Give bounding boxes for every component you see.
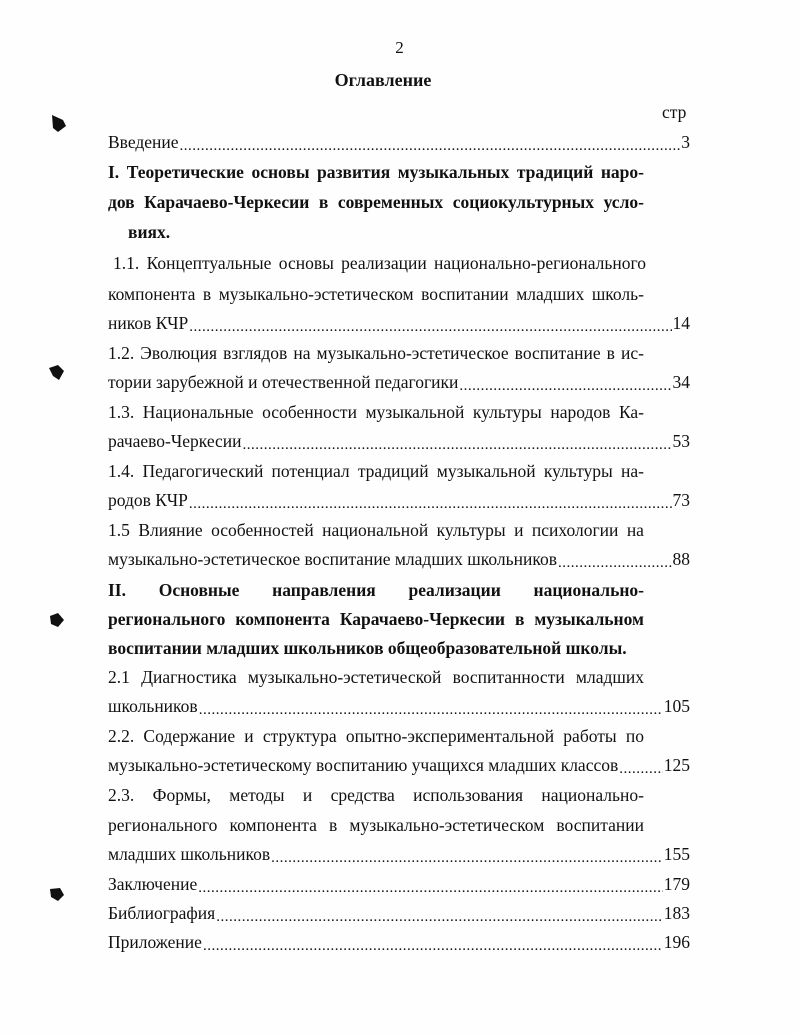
word: культуры xyxy=(472,402,542,422)
toc-entry-1-3[interactable] xyxy=(108,431,690,452)
word: компонента xyxy=(235,609,330,629)
toc-entry-appendix[interactable] xyxy=(108,932,690,953)
toc-label: младших школьников xyxy=(108,844,271,864)
toc-2-3-line-1 xyxy=(108,785,644,806)
word: на xyxy=(626,520,644,540)
word: младших xyxy=(575,667,644,687)
word: Формы, xyxy=(152,785,211,805)
word: работы xyxy=(563,726,617,746)
word: реализации xyxy=(341,253,427,273)
word: национально- xyxy=(533,580,644,600)
toc-entry-1-5[interactable] xyxy=(108,549,690,570)
dot-leader xyxy=(459,379,671,393)
word: социокультурных xyxy=(452,192,595,212)
word: реализации xyxy=(408,580,501,600)
word: школь- xyxy=(591,284,644,304)
word: современных xyxy=(337,192,444,212)
word: 2.2. xyxy=(108,726,135,746)
toc-page: 53 xyxy=(672,431,690,451)
word: I. xyxy=(108,162,120,182)
word: регионального xyxy=(108,609,226,629)
word: Карачаево-Черкесии xyxy=(144,192,310,212)
word: в xyxy=(318,192,329,212)
word: и xyxy=(302,785,313,805)
word: музыкально-эстетическом xyxy=(349,815,545,835)
word: основы xyxy=(278,253,334,273)
toc-page: 73 xyxy=(672,490,690,510)
word: опытно-экспериментальной xyxy=(345,726,555,746)
word: 1.5 xyxy=(108,520,130,540)
toc-entry-intro[interactable] xyxy=(108,132,690,153)
word: методы xyxy=(229,785,285,805)
toc-1-3-line-1 xyxy=(108,402,644,423)
page-column-label: стр xyxy=(662,102,687,122)
word: традиций xyxy=(357,461,429,481)
toc-label: музыкально-эстетическому воспитанию учащихся младших классов xyxy=(108,755,619,775)
toc-label: школьников xyxy=(108,696,198,716)
toc-entry-bibliography[interactable] xyxy=(108,903,690,924)
word: культуры xyxy=(543,461,613,481)
toc-1-1-line-1 xyxy=(113,253,646,274)
binder-hole-mark-1 xyxy=(48,112,70,134)
toc-1-2-line-1 xyxy=(108,343,644,364)
word: 2.3. xyxy=(108,785,135,805)
toc-entry-2-3[interactable] xyxy=(108,844,690,865)
word: психологии xyxy=(531,520,619,540)
word: народов xyxy=(550,402,611,422)
dot-leader xyxy=(180,139,681,153)
word: музыкально-эстетическом xyxy=(218,284,414,304)
word: Диагностика xyxy=(141,667,237,687)
toc-page: 105 xyxy=(663,696,690,716)
word: основы xyxy=(251,162,310,182)
toc-page: 88 xyxy=(672,549,690,569)
word: национальной xyxy=(322,520,429,540)
page-title: Оглавление xyxy=(334,70,432,90)
toc-label: Введение xyxy=(108,132,179,152)
word: II. xyxy=(108,580,126,600)
word: потенциал xyxy=(271,461,350,481)
word: усло- xyxy=(603,192,644,212)
word: средства xyxy=(330,785,395,805)
toc-entry-conclusion[interactable] xyxy=(108,874,690,895)
word: 1.3. xyxy=(108,402,135,422)
binder-hole-mark-2 xyxy=(46,362,68,384)
toc-page: 155 xyxy=(663,844,690,864)
word: 1.2. xyxy=(108,343,135,363)
chapter-2-heading-line-1 xyxy=(108,580,644,601)
word: ис- xyxy=(620,343,644,363)
word: 2.1 xyxy=(108,667,130,687)
toc-1-1-line-2 xyxy=(108,284,644,305)
toc-label: рачаево-Черкесии xyxy=(108,431,242,451)
toc-label: тории зарубежной и отечественной педагогики xyxy=(108,372,459,392)
word: структура xyxy=(262,726,337,746)
word: по xyxy=(625,726,644,746)
toc-entry-1-4[interactable] xyxy=(108,490,690,511)
word: Национальные xyxy=(142,402,254,422)
dot-leader xyxy=(619,762,663,776)
word: 1.1. xyxy=(113,253,140,273)
chapter-2-heading-line-2 xyxy=(108,609,644,630)
toc-label: ников КЧР xyxy=(108,313,189,333)
word: в xyxy=(606,343,615,363)
word: воспитании xyxy=(421,284,509,304)
word: на- xyxy=(621,461,644,481)
toc-page: 183 xyxy=(663,903,690,923)
word: музыкальных xyxy=(397,162,510,182)
toc-2-2-line-1 xyxy=(108,726,644,747)
word: регионального xyxy=(108,815,218,835)
word: Основные xyxy=(158,580,240,600)
word: Педагогический xyxy=(142,461,264,481)
word: музыкально-эстетической xyxy=(247,667,442,687)
word: особенностей xyxy=(211,520,314,540)
toc-1-4-line-1 xyxy=(108,461,644,482)
word: компонента xyxy=(108,284,196,304)
toc-entry-1-2[interactable] xyxy=(108,372,690,393)
dot-leader xyxy=(199,703,663,717)
word: музыкальной xyxy=(436,461,536,481)
toc-label: родов КЧР xyxy=(108,490,188,510)
word: развития xyxy=(316,162,391,182)
chapter-1-heading-line-2 xyxy=(108,192,644,213)
toc-page: 125 xyxy=(663,755,690,775)
word: использования xyxy=(413,785,524,805)
toc-label: музыкально-эстетическое воспитание младших школьников xyxy=(108,549,557,569)
dot-leader xyxy=(216,910,663,924)
toc-2-1-line-1 xyxy=(108,667,644,688)
toc-label: Библиография xyxy=(108,903,216,923)
toc-entry-2-1[interactable] xyxy=(108,696,690,717)
toc-page: 14 xyxy=(672,313,690,333)
toc-page: 196 xyxy=(663,932,690,952)
word: Карачаево-Черкесии xyxy=(339,609,506,629)
word: национально-регионального xyxy=(434,253,646,273)
word: Содержание xyxy=(143,726,236,746)
word: и xyxy=(244,726,254,746)
toc-entry-2-2[interactable] xyxy=(108,755,690,776)
chapter-1-heading-line-3: виях. xyxy=(128,222,171,242)
word: воспитании xyxy=(556,815,644,835)
word: национально- xyxy=(541,785,644,805)
word: особенности xyxy=(262,402,357,422)
word: в xyxy=(514,609,525,629)
word: музыкальном xyxy=(534,609,644,629)
word: взглядов xyxy=(223,343,288,363)
word: младших xyxy=(516,284,585,304)
page-number: 2 xyxy=(395,38,404,57)
toc-page: 179 xyxy=(663,874,690,894)
dot-leader xyxy=(198,881,663,895)
toc-label: Заключение xyxy=(108,874,198,894)
word: традиций xyxy=(516,162,594,182)
word: музыкальной xyxy=(365,402,465,422)
dot-leader xyxy=(271,851,663,865)
chapter-1-heading-line-1 xyxy=(108,162,644,183)
word: Ка- xyxy=(618,402,644,422)
word: и xyxy=(514,520,524,540)
word: направления xyxy=(272,580,376,600)
word: Теоретические xyxy=(126,162,244,182)
dot-leader xyxy=(189,497,672,511)
chapter-2-heading-line-3: воспитании младших школьников общеобразовательной школы. xyxy=(108,638,627,658)
word: Концептуальные xyxy=(146,253,272,273)
word: воспитанности xyxy=(452,667,565,687)
dot-leader xyxy=(243,438,672,452)
word: на xyxy=(293,343,311,363)
dot-leader xyxy=(203,939,663,953)
word: в xyxy=(202,284,212,304)
binder-hole-mark-3 xyxy=(46,610,68,632)
word: культуры xyxy=(436,520,506,540)
toc-1-5-line-1 xyxy=(108,520,644,541)
word: воспитание xyxy=(514,343,601,363)
binder-hole-mark-4 xyxy=(46,884,68,906)
word: музыкально-эстетическое xyxy=(316,343,509,363)
word: Эволюция xyxy=(140,343,218,363)
toc-page: 34 xyxy=(672,372,690,392)
word: Влияние xyxy=(138,520,203,540)
word: наро- xyxy=(600,162,644,182)
toc-entry-1-1[interactable] xyxy=(108,313,690,334)
dot-leader xyxy=(558,556,672,570)
toc-2-3-line-2 xyxy=(108,815,644,836)
toc-page: 3 xyxy=(681,132,690,152)
word: 1.4. xyxy=(108,461,135,481)
toc-label: Приложение xyxy=(108,932,202,952)
word: компонента xyxy=(229,815,317,835)
word: в xyxy=(329,815,338,835)
dot-leader xyxy=(189,320,671,334)
word: дов xyxy=(108,192,135,212)
